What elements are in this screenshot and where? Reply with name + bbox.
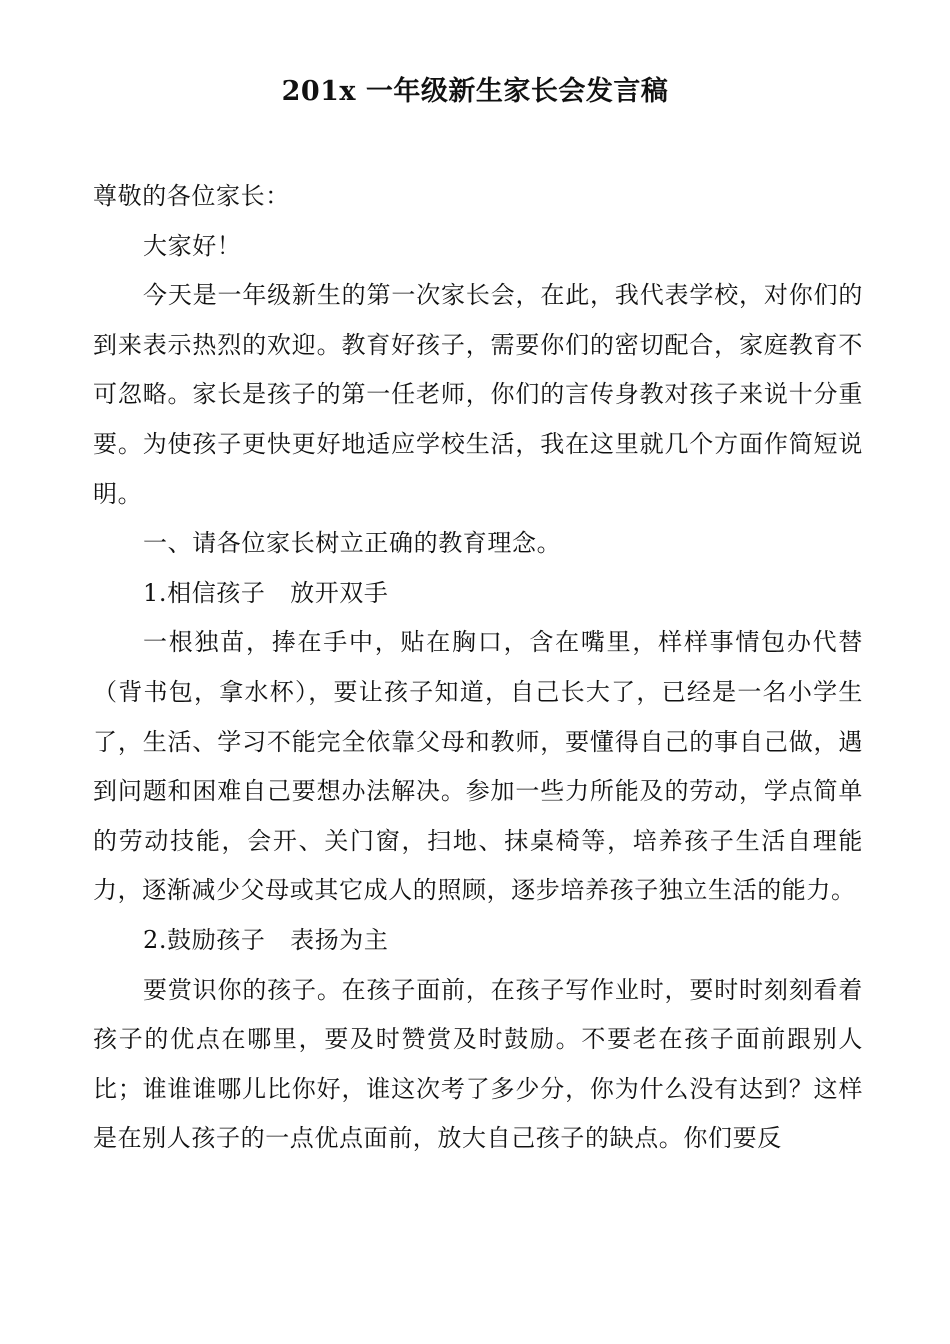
subheading-1: 1.相信孩子 放开双手 [143,578,389,607]
intro-paragraph: 今天是一年级新生的第一次家长会，在此，我代表学校，对你们的到来表示热烈的欢迎。教育好孩子，需要你们的密切配合，家庭教育不可忽略。家长是孩子的第一任老师，你们的言传身教对孩子来说十分重要。为使孩子更快更好地适应学校生活，我在这里就几个方面作简短说明。 [93,281,863,508]
paragraph-2: 要赏识你的孩子。在孩子面前，在孩子写作业时，要时时刻刻看着孩子的优点在哪里，要及时赞赏及时鼓励。不要老在孩子面前跟别人比；谁谁谁哪儿比你好，谁这次考了多少分，你为什么没有达到？这样是在别人孩子的一点优点面前，放大自己孩子的缺点。你们要反 [93,975,863,1153]
greeting-paragraph: 大家好！ [143,231,242,260]
document-title: 201x 一年级新生家长会发言稿 [281,76,669,107]
document-body [93,172,863,1164]
paragraph-1: 一根独苗，捧在手中，贴在胸口，含在嘴里，样样事情包办代替（背书包，拿水杯），要让孩子知道，自己长大了，已经是一名小学生了，生活、学习不能完全依靠父母和教师，要懂得自己的事自己做，遇到问题和困难自己要想办法解决。参加一些力所能及的劳动，学点简单的劳动技能，会开、关门窗，扫地、抹桌椅等，培养孩子生活自理能力，逐渐减少父母或其它成人的照顾，逐步培养孩子独立生活的能力。 [93,628,863,905]
section-heading: 一、请各位家长树立正确的教育理念。 [143,529,562,558]
subheading-2: 2.鼓励孩子 表扬为主 [143,925,389,954]
salutation: 尊敬的各位家长： [93,182,290,210]
